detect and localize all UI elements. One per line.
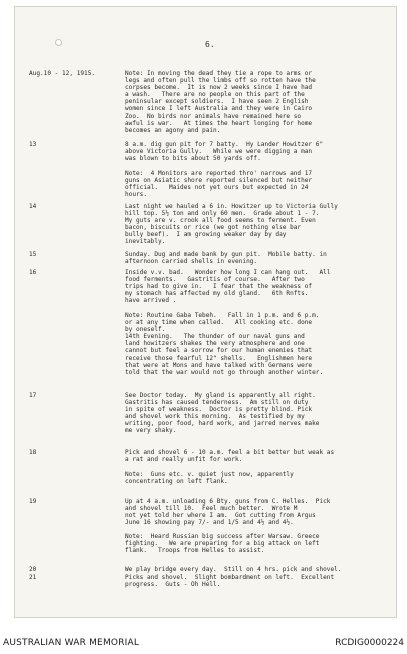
entry-line: progress. Guts - Oh Hell. [125,581,221,589]
entry-line: 8 a.m. dig gun pit for 7 batty. Hy Lander Howitzer 6" [125,141,324,148]
note-line: by oneself. [125,326,166,334]
entry-date: Aug.10 - 12, 1915. [29,70,96,77]
entry-line: a wash. There are no people on this part of the [125,91,305,99]
entry-line: a rat and really unfit for work. [125,456,243,464]
entry-line: inevitably. [125,238,166,246]
entry-text [125,70,395,134]
entry-text [125,566,395,573]
page-number: 6. [205,40,215,49]
entry-line: me very shaky. [125,427,177,435]
record-id: RCDIG0000224 [335,638,404,648]
entry-date: 17 [29,392,37,399]
entry-date: 20 [29,566,37,573]
entry-text [125,203,395,246]
note-line: official. Maides not yet ours but expected in 24 [125,184,309,192]
entry-line: We play bridge every day. Still on 4 hrs. pick and shovel. [125,566,342,573]
entry-date: 19 [29,498,37,505]
note-line: cannot but feel a sorrow for our human enemies that [125,347,313,355]
entry-line: becomes an agony and pain. [125,126,221,134]
entry-line: Last night we hauled a 6 in. Howitzer up to Victoria Gully [125,203,338,210]
entry-line: Pick and shovel 6 - 10 a.m. feel a bit better but weak as [125,449,335,456]
entry-line: My guts are v. crook all food seems to ferment. Even [125,217,316,225]
entry-line: Picks and shovel. Slight bombardment on left. Excellent [125,574,335,581]
diary-note [125,170,395,198]
entry-line: hill top. 5½ ton and only 60 men. Grade about 1 - 7. [125,210,320,218]
entry-date: 15 [29,251,37,258]
diary-note [125,471,395,485]
entry-line: Gastritis has caused tenderness. Am still on duty [125,399,309,407]
entry-line: my stomach has affected my old gland. 6th Rnfts. [125,290,309,298]
entry-line: legs and often pull the limbs off so rotten have the [125,77,316,85]
note-line: told that the war would not go through another winter. [125,368,324,376]
entry-line: Sunday. Dug and made bank by gun pit. Mobile batty. in [125,251,327,258]
entry-text [125,392,395,435]
entry-line: corpses become. It is now 2 weeks since I have had [125,84,313,92]
entry-text [125,141,395,162]
entry-line: June 16 showing pay 7/- and 1/5 and 4½ and 4½. [125,519,294,527]
entry-line: trips had to give in. I fear that the weakness of [125,283,313,291]
note-line: concentrating on left flank. [125,478,228,486]
entry-line: and shovel work this morning. As testified by my [125,413,305,421]
entry-text [125,498,395,526]
archive-name: AUSTRALIAN WAR MEMORIAL [3,638,140,648]
entry-line: in spite of weakness. Doctor is pretty blind. Pick [125,406,313,414]
note-line: Note: 4 Monitors are reported thro' narrows and 17 [125,170,313,177]
entry-line: Up at 4 a.m. unloading 6 Bty. guns from C. Helles. Pick [125,498,331,505]
entry-date: 18 [29,449,37,456]
entry-line: was blown to bits about 50 yards off. [125,155,261,163]
entry-line: peninsular except soldiers. I have seen 2 English [125,98,309,106]
entry-text [125,449,395,463]
entry-line: Zoo. No birds nor animals have remained here so [125,112,302,120]
entry-date: 16 [29,269,37,276]
entry-date: 13 [29,141,37,148]
entry-line: awful is war. At times the heart longing for home [125,119,313,127]
entry-line: See Doctor today. My gland is apparently all right. [125,392,316,399]
entry-date: 14 [29,203,37,210]
note-line: hours. [125,191,148,199]
entry-text [125,574,395,588]
entry-line: have arrived . [125,297,177,305]
note-line: fighting. We are preparing for a big attack on left [125,540,320,548]
note-line: flank. Troops from Helles to assist. [125,547,265,555]
note-line: or at any time when called. All cooking etc. done [125,319,313,327]
entry-line: and shovel till 10. Feel much better. Wrote M [125,505,298,513]
entry-line: afternoon carried shells in evening. [125,258,258,266]
entry-line: Note: In moving the dead they tie a rope to arms or [125,70,313,77]
note-line: Note: Guns etc. v. quiet just now, apparently [125,471,294,478]
entry-line: writing, poor food, hard work, and jarred nerves make [125,420,320,428]
entry-line: food ferments. Gastritis of course. After two [125,276,305,284]
entry-line: above Victoria Gully. While we were digging a man [125,148,313,156]
entry-date: 21 [29,574,37,581]
note-line: Note: Heard Russian big success after Warsaw. Greece [125,533,320,540]
entry-text [125,269,395,304]
entry-line: not yet told her where I am. Got cutting from Argus [125,512,316,520]
note-line: that were at Mons and have talked with Germans were [125,361,313,369]
note-line: Note: Routine Gaba Tebeh. Fall in 1 p.m. and 6 p.m. [125,312,320,319]
entry-text [125,251,395,265]
note-line: 14th Evening. The thunder of our naval guns and [125,333,305,341]
punch-hole [55,39,62,46]
entry-line: bully beef). I am growing weaker day by day [125,231,287,239]
note-line: land howitzers shakes the very atmosphere and one [125,340,305,348]
document-page [14,6,397,618]
entry-line: Inside v.v. bad. Wonder how long I can hang out. All [125,269,331,276]
entry-line: bacon, biscuits or rice (we got nothing else bar [125,224,302,232]
entry-line: women since I left Australia and they were in Cairo [125,105,313,113]
diary-note [125,312,395,376]
archive-footer [0,636,407,654]
note-line: receive those fearful 12" shells. Englishmen here [125,354,313,362]
diary-note [125,533,395,554]
note-line: guns on Asiatic shore reported silenced but neither [125,177,313,185]
